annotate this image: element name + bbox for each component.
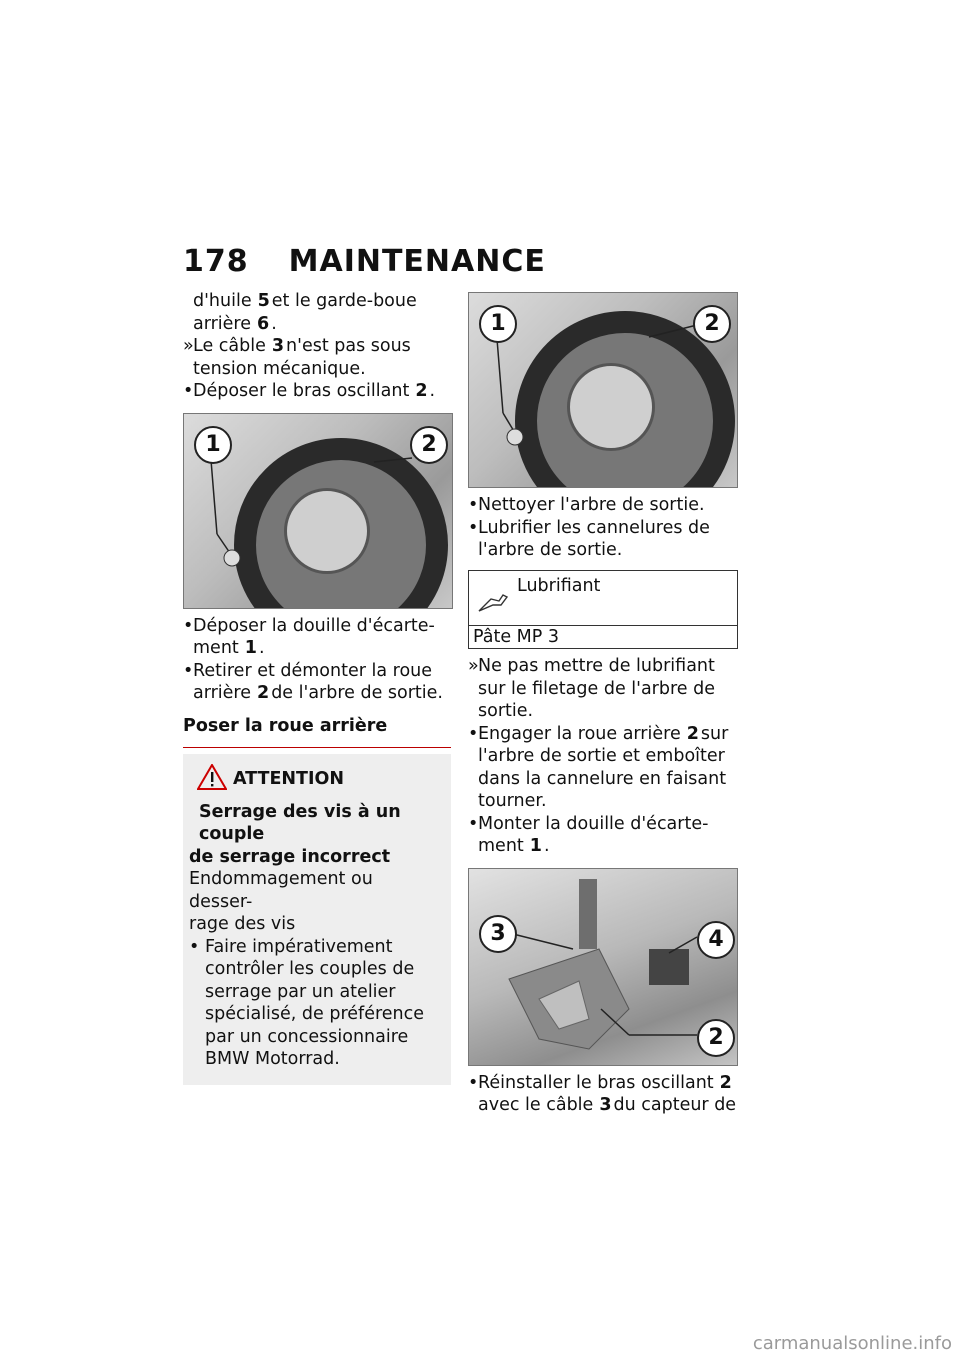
wheel-photo [183,413,453,609]
text-line: BMW Motorrad. [205,1049,340,1069]
lubricant-header [469,571,737,626]
callout-3: 3 [479,915,517,953]
step-item: • Lubrifier les cannelures de [468,517,710,538]
swingarm-photo [468,868,738,1066]
text-line: ment 1 . [478,836,550,856]
text-line: l'arbre de sortie. [478,540,623,560]
text-line: dans la cannelure en faisant [478,768,727,789]
lubricant-table [468,570,738,650]
page-header [183,244,546,279]
left-column [183,290,451,1085]
right-column [468,292,738,1117]
text-line: avec le câble 3 du capteur de [478,1095,737,1115]
text-line: arrière 2 de l'arbre de sortie. [193,683,443,703]
step-item: • Retirer et démonter la roue [183,660,433,681]
step-item: • Engager la roue arrière 2 sur [468,723,729,744]
text-line: spécialisé, de préférence [205,1004,425,1024]
text-line: ment 1 . [193,638,265,658]
text-line: serrage par un atelier [205,981,396,1002]
page-number: 178 [183,244,249,279]
step-item: • Monter la douille d'écarte- [468,813,709,834]
section-title: MAINTENANCE [288,244,546,279]
text-line: contrôler les couples de [205,959,415,979]
callout-2: 2 [697,1019,735,1057]
callout-2: 2 [410,426,448,464]
attention-consequence: Endommagement ou desser- [189,869,373,912]
step-item: • Nettoyer l'arbre de sortie. [468,495,705,515]
lubricant-label: Lubrifiant [517,575,601,596]
attention-box [183,754,451,1085]
step-item: • Déposer le bras oscillant 2 . [183,381,436,401]
text-line: l'arbre de sortie et emboîter [478,746,725,766]
step-item: • Déposer la douille d'écarte- [183,615,435,636]
text-line: sur le filetage de l'arbre de [478,678,715,699]
lubricant-value: Pâte MP 3 [473,626,560,647]
callout-1: 1 [479,305,517,343]
text-line: tension mécanique. [193,358,366,379]
attention-title: ATTENTION [233,768,441,791]
text-line: arrière 6 . [193,313,277,334]
oil-can-icon [477,587,509,613]
text-line: d'huile 5 et le garde-boue [193,291,417,311]
attention-hazard: Serrage des vis à un couple [199,801,401,844]
subsection-heading: Poser la roue arrière [183,715,451,749]
callout-4: 4 [697,921,735,959]
text-line: sortie. [478,701,534,721]
warning-icon [197,764,227,790]
attention-consequence: rage des vis [189,914,296,934]
attention-action: • Faire impérativement [189,936,393,957]
text-line: par un concessionnaire [205,1026,409,1047]
text-line: tourner. [478,791,547,811]
result-item: » Le câble 3 n'est pas sous [183,336,411,356]
attention-hazard: de serrage incorrect [189,846,391,867]
callout-2: 2 [693,305,731,343]
result-item: » Ne pas mettre de lubrifiant [468,656,715,676]
step-item: • Réinstaller le bras oscillant 2 [468,1072,732,1093]
callout-1: 1 [194,426,232,464]
wheel-photo [468,292,738,488]
watermark: carmanualsonline.info [752,1333,952,1354]
